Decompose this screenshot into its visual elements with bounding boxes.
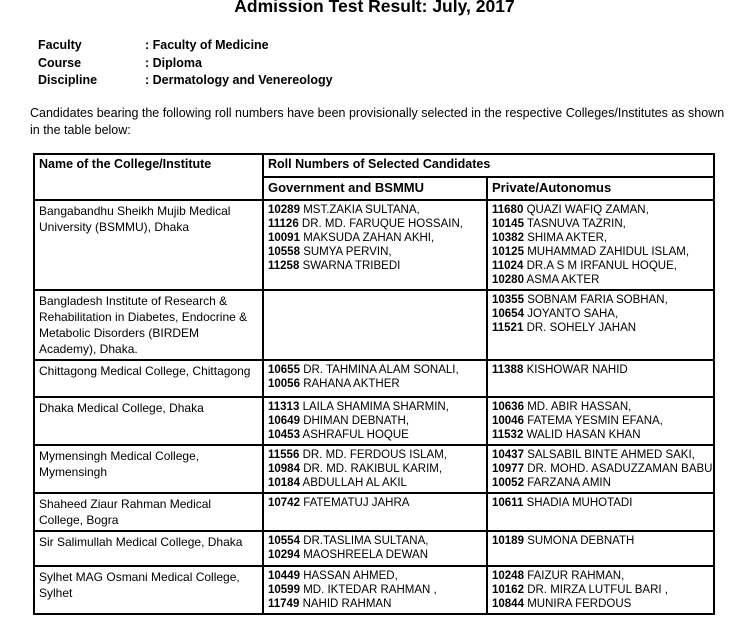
private-rolls-cell bbox=[487, 531, 714, 566]
table-row bbox=[34, 200, 714, 290]
roll-entry: 11024 DR.A S M IRFANUL HOQUE, bbox=[492, 259, 677, 272]
roll-entry: 10649 DHIMAN DEBNATH, bbox=[268, 414, 410, 427]
college-cell: Chittagong Medical College, Chittagong bbox=[34, 360, 263, 397]
roll-entry: 10558 SUMYA PERVIN, bbox=[268, 245, 392, 258]
roll-entry: 10449 HASSAN AHMED, bbox=[268, 569, 398, 582]
private-column-header: Private/Autonomus bbox=[487, 177, 714, 200]
college-column-header: Name of the College/Institute bbox=[34, 154, 263, 200]
government-rolls-cell bbox=[263, 290, 487, 360]
roll-entry: 11680 QUAZI WAFIQ ZAMAN, bbox=[492, 203, 649, 216]
meta-row-course bbox=[38, 55, 749, 73]
roll-entry: 10145 TASNUVA TAZRIN, bbox=[492, 217, 626, 230]
government-rolls-cell bbox=[263, 531, 487, 566]
meta-block bbox=[38, 37, 749, 90]
college-cell: Mymensingh Medical College, Mymensingh bbox=[34, 445, 263, 493]
roll-entry: 10453 ASHRAFUL HOQUE bbox=[268, 428, 409, 441]
roll-entry: 11532 WALID HASAN KHAN bbox=[492, 428, 641, 441]
meta-value: : Diploma bbox=[145, 55, 202, 70]
roll-entry: 10056 RAHANA AKTHER bbox=[268, 377, 400, 390]
college-cell: Sylhet MAG Osmani Medical College, Sylhet bbox=[34, 566, 263, 614]
roll-entry: 10437 SALSABIL BINTE AHMED SAKI, bbox=[492, 448, 695, 461]
roll-entry: 10599 MD. IKTEDAR RAHMAN , bbox=[268, 583, 437, 596]
private-rolls-cell bbox=[487, 360, 714, 397]
roll-entry: 10977 DR. MOHD. ASADUZZAMAN BABU, bbox=[492, 462, 716, 475]
meta-row-faculty bbox=[38, 37, 749, 55]
private-rolls-cell bbox=[487, 566, 714, 614]
roll-entry: 10742 FATEMATUJ JAHRA bbox=[268, 496, 410, 509]
private-rolls-cell bbox=[487, 493, 714, 531]
roll-entry: 10654 JOYANTO SAHA, bbox=[492, 307, 619, 320]
roll-entry: 10382 SHIMA AKTER, bbox=[492, 231, 608, 244]
table-row bbox=[34, 531, 714, 566]
roll-entry: 11749 NAHID RAHMAN bbox=[268, 597, 392, 610]
college-cell: Bangabandhu Sheikh Mujib Medical University (BSMMU), Dhaka bbox=[34, 200, 263, 290]
table-row bbox=[34, 445, 714, 493]
roll-entry: 11388 KISHOWAR NAHID bbox=[492, 363, 628, 376]
roll-entry: 10289 MST.ZAKIA SULTANA, bbox=[268, 203, 420, 216]
meta-label: Discipline bbox=[38, 73, 98, 87]
government-rolls-cell bbox=[263, 397, 487, 445]
roll-entry: 11521 DR. SOHELY JAHAN bbox=[492, 321, 637, 334]
government-rolls-cell bbox=[263, 566, 487, 614]
roll-entry: 10046 FATEMA YESMIN EFANA, bbox=[492, 414, 663, 427]
roll-entry: 10248 FAIZUR RAHMAN, bbox=[492, 569, 625, 582]
college-cell: Bangladesh Institute of Research & Rehabilitation in Diabetes, Endocrine & Metabolic Disorders (BIRDEM Academy), Dhaka. bbox=[34, 290, 263, 360]
roll-entry: 11126 DR. MD. FARUQUE HOSSAIN, bbox=[268, 217, 463, 230]
roll-entry: 10355 SOBNAM FARIA SOBHAN, bbox=[492, 293, 668, 306]
private-rolls-cell bbox=[487, 290, 714, 360]
meta-value: : Dermatology and Venereology bbox=[145, 73, 333, 87]
roll-entry: 10052 FARZANA AMIN bbox=[492, 476, 611, 489]
meta-value: : Faculty of Medicine bbox=[145, 38, 269, 52]
government-rolls-cell bbox=[263, 445, 487, 493]
roll-entry: 10655 DR. TAHMINA ALAM SONALI, bbox=[268, 363, 459, 376]
roll-entry: 10611 SHADIA MUHOTADI bbox=[492, 496, 633, 509]
private-rolls-cell bbox=[487, 445, 714, 493]
table-row bbox=[34, 493, 714, 531]
roll-entry: 10280 ASMA AKTER bbox=[492, 273, 600, 286]
meta-label: Course bbox=[38, 55, 82, 70]
table-row bbox=[34, 566, 714, 614]
roll-entry: 11313 LAILA SHAMIMA SHARMIN, bbox=[268, 400, 449, 413]
table-row bbox=[34, 290, 714, 360]
meta-label: Faculty bbox=[38, 38, 82, 52]
college-cell: Dhaka Medical College, Dhaka bbox=[34, 397, 263, 445]
college-cell: Shaheed Ziaur Rahman Medical College, Bogra bbox=[34, 493, 263, 531]
roll-entry: 10984 DR. MD. RAKIBUL KARIM, bbox=[268, 462, 443, 475]
roll-entry: 10554 DR.TASLIMA SULTANA, bbox=[268, 534, 429, 547]
roll-entry: 10294 MAOSHREELA DEWAN bbox=[268, 548, 429, 561]
roll-entry: 10091 MAKSUDA ZAHAN AKHI, bbox=[268, 231, 435, 244]
roll-entry: 11556 DR. MD. FERDOUS ISLAM, bbox=[268, 448, 447, 461]
table-row bbox=[34, 397, 714, 445]
government-rolls-cell bbox=[263, 493, 487, 531]
roll-entry: 11258 SWARNA TRIBEDI bbox=[268, 259, 401, 272]
page-title: Admission Test Result: July, 2017 bbox=[234, 0, 515, 16]
roll-entry: 10162 DR. MIRZA LUTFUL BARI , bbox=[492, 583, 668, 596]
private-rolls-cell bbox=[487, 397, 714, 445]
roll-entry: 10184 ABDULLAH AL AKIL bbox=[268, 476, 407, 489]
header-row-1 bbox=[34, 154, 714, 177]
roll-numbers-group-header: Roll Numbers of Selected Candidates bbox=[263, 154, 714, 177]
roll-entry: 10844 MUNIRA FERDOUS bbox=[492, 597, 632, 610]
table-row bbox=[34, 360, 714, 397]
college-cell: Sir Salimullah Medical College, Dhaka bbox=[34, 531, 263, 566]
government-rolls-cell bbox=[263, 200, 487, 290]
government-column-header: Government and BSMMU bbox=[263, 177, 487, 200]
intro-paragraph: Candidates bearing the following roll numbers have been provisionally selected in the respective Colleges/Institutes as shown in the table below: bbox=[30, 105, 725, 137]
results-table bbox=[33, 153, 715, 615]
roll-entry: 10125 MUHAMMAD ZAHIDUL ISLAM, bbox=[492, 245, 690, 258]
private-rolls-cell bbox=[487, 200, 714, 290]
government-rolls-cell bbox=[263, 360, 487, 397]
meta-row-discipline bbox=[38, 72, 749, 90]
roll-entry: 10189 SUMONA DEBNATH bbox=[492, 534, 635, 547]
roll-entry: 10636 MD. ABIR HASSAN, bbox=[492, 400, 632, 413]
